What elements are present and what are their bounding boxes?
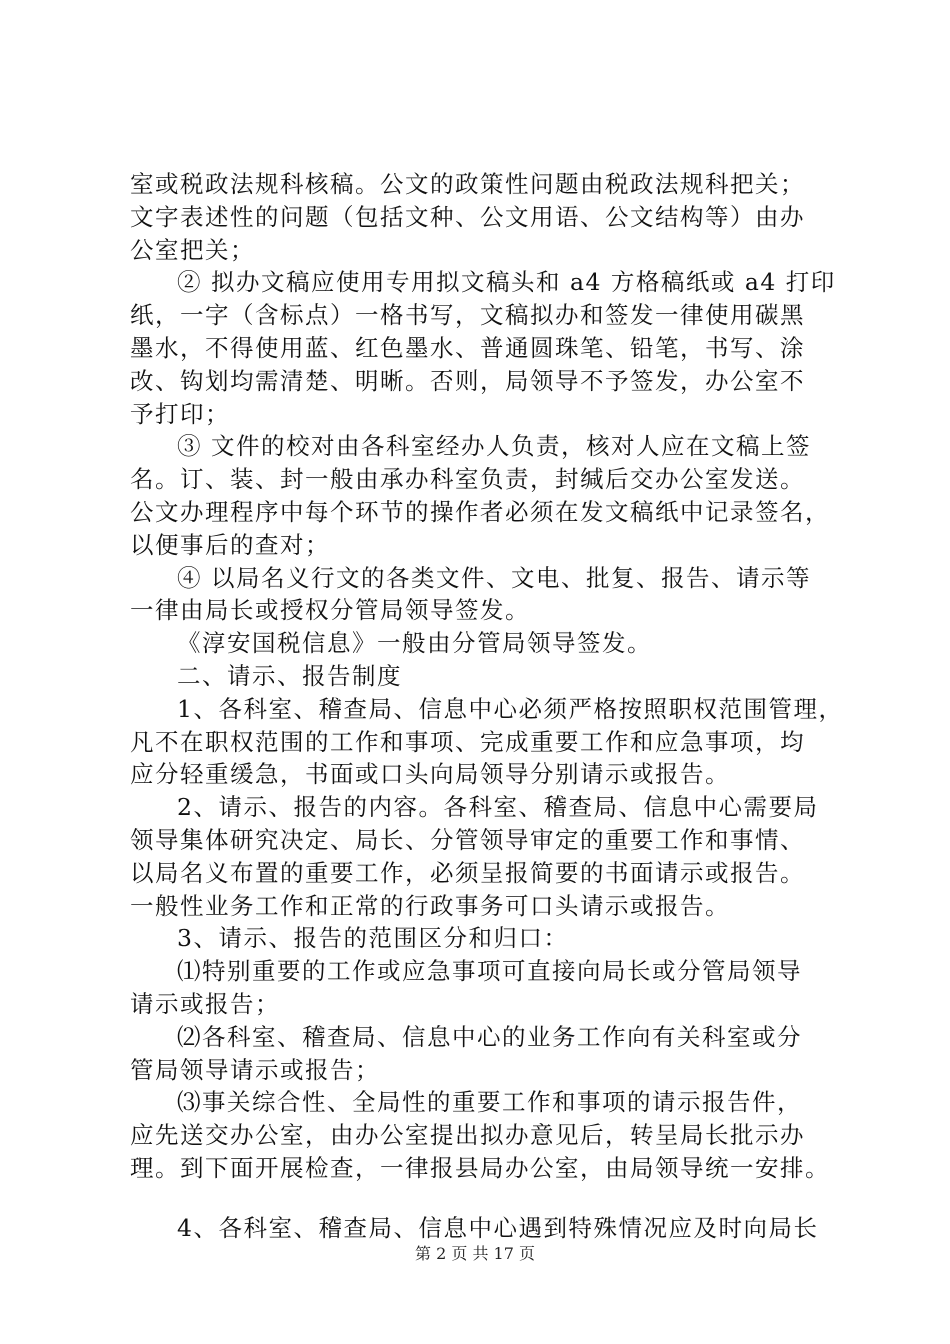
text-line: 一般性业务工作和正常的行政事务可口头请示或报告。 [130, 891, 730, 920]
text-line: 管局领导请示或报告； [130, 1055, 380, 1084]
text-line: 名。订、装、封一般由承办科室负责，封缄后交办公室发送。 [130, 465, 805, 494]
text-line: 以局名义布置的重要工作，必须呈报简要的书面请示或报告。 [130, 858, 805, 887]
paragraph-start-line: 3、请示、报告的范围区分和归口： [177, 924, 569, 953]
text-line: 以便事后的查对； [130, 530, 330, 559]
text-line: 墨水，不得使用蓝、红色墨水、普通圆珠笔、铅笔，书写、涂 [130, 333, 805, 362]
text-line: 文字表述性的问题（包括文种、公文用语、公文结构等）由办 [130, 202, 805, 231]
text-line: 理。到下面开展检查，一律报县局办公室，由局领导统一安排。 [130, 1153, 830, 1182]
paragraph-start-line: ④ 以局名义行文的各类文件、文电、批复、报告、请示等 [177, 563, 811, 592]
section-heading: 二、请示、报告制度 [177, 661, 402, 690]
text-line: 改、钩划均需清楚、明晰。否则，局领导不予签发，办公室不 [130, 366, 805, 395]
text-line: 公文办理程序中每个环节的操作者必须在发文稿纸中记录签名， [130, 497, 830, 526]
paragraph-start-line: 《淳安国税信息》一般由分管局领导签发。 [177, 629, 652, 658]
text-line: 室或税政法规科核稿。公文的政策性问题由税政法规科把关； [130, 170, 805, 198]
text-line: 领导集体研究决定、局长、分管领导审定的重要工作和事情、 [130, 825, 805, 854]
text-line: 予打印； [130, 399, 230, 428]
paragraph-start-line: ⑶事关综合性、全局性的重要工作和事项的请示报告件， [177, 1088, 802, 1117]
text-line: 应分轻重缓急，书面或口头向局领导分别请示或报告。 [130, 760, 730, 789]
paragraph-start-line: 1、各科室、稽查局、信息中心必须严格按照职权范围管理， [177, 694, 844, 723]
text-line: 请示或报告； [130, 989, 280, 1018]
text-line: 公室把关； [130, 235, 255, 264]
paragraph-start-line: 2、请示、报告的内容。各科室、稽查局、信息中心需要局 [177, 793, 819, 822]
paragraph-start-line: 4、各科室、稽查局、信息中心遇到特殊情况应及时向局长 [177, 1213, 819, 1242]
text-line: 应先送交办公室，由办公室提出拟办意见后，转呈局长批示办 [130, 1121, 805, 1150]
paragraph-gap [130, 1185, 832, 1212]
text-line: 凡不在职权范围的工作和事项、完成重要工作和应急事项，均 [130, 727, 805, 756]
text-line: 纸，一字（含标点）一格书写，文稿拟办和签发一律使用碳黑 [130, 301, 805, 330]
paragraph-start-line: ⑴特别重要的工作或应急事项可直接向局长或分管局领导 [177, 957, 802, 986]
page-number-footer: 第 2 页 共 17 页 [415, 1244, 535, 1263]
text-line: 一律由局长或授权分管局领导签发。 [130, 596, 530, 625]
paragraph-start-line: ③ 文件的校对由各科室经办人负责，核对人应在文稿上签 [177, 432, 811, 461]
document-body [130, 168, 844, 1245]
paragraph-start-line: ⑵各科室、稽查局、信息中心的业务工作向有关科室或分 [177, 1022, 802, 1051]
paragraph-start-line: ② 拟办文稿应使用专用拟文稿头和 a4 方格稿纸或 a4 打印 [177, 268, 836, 297]
